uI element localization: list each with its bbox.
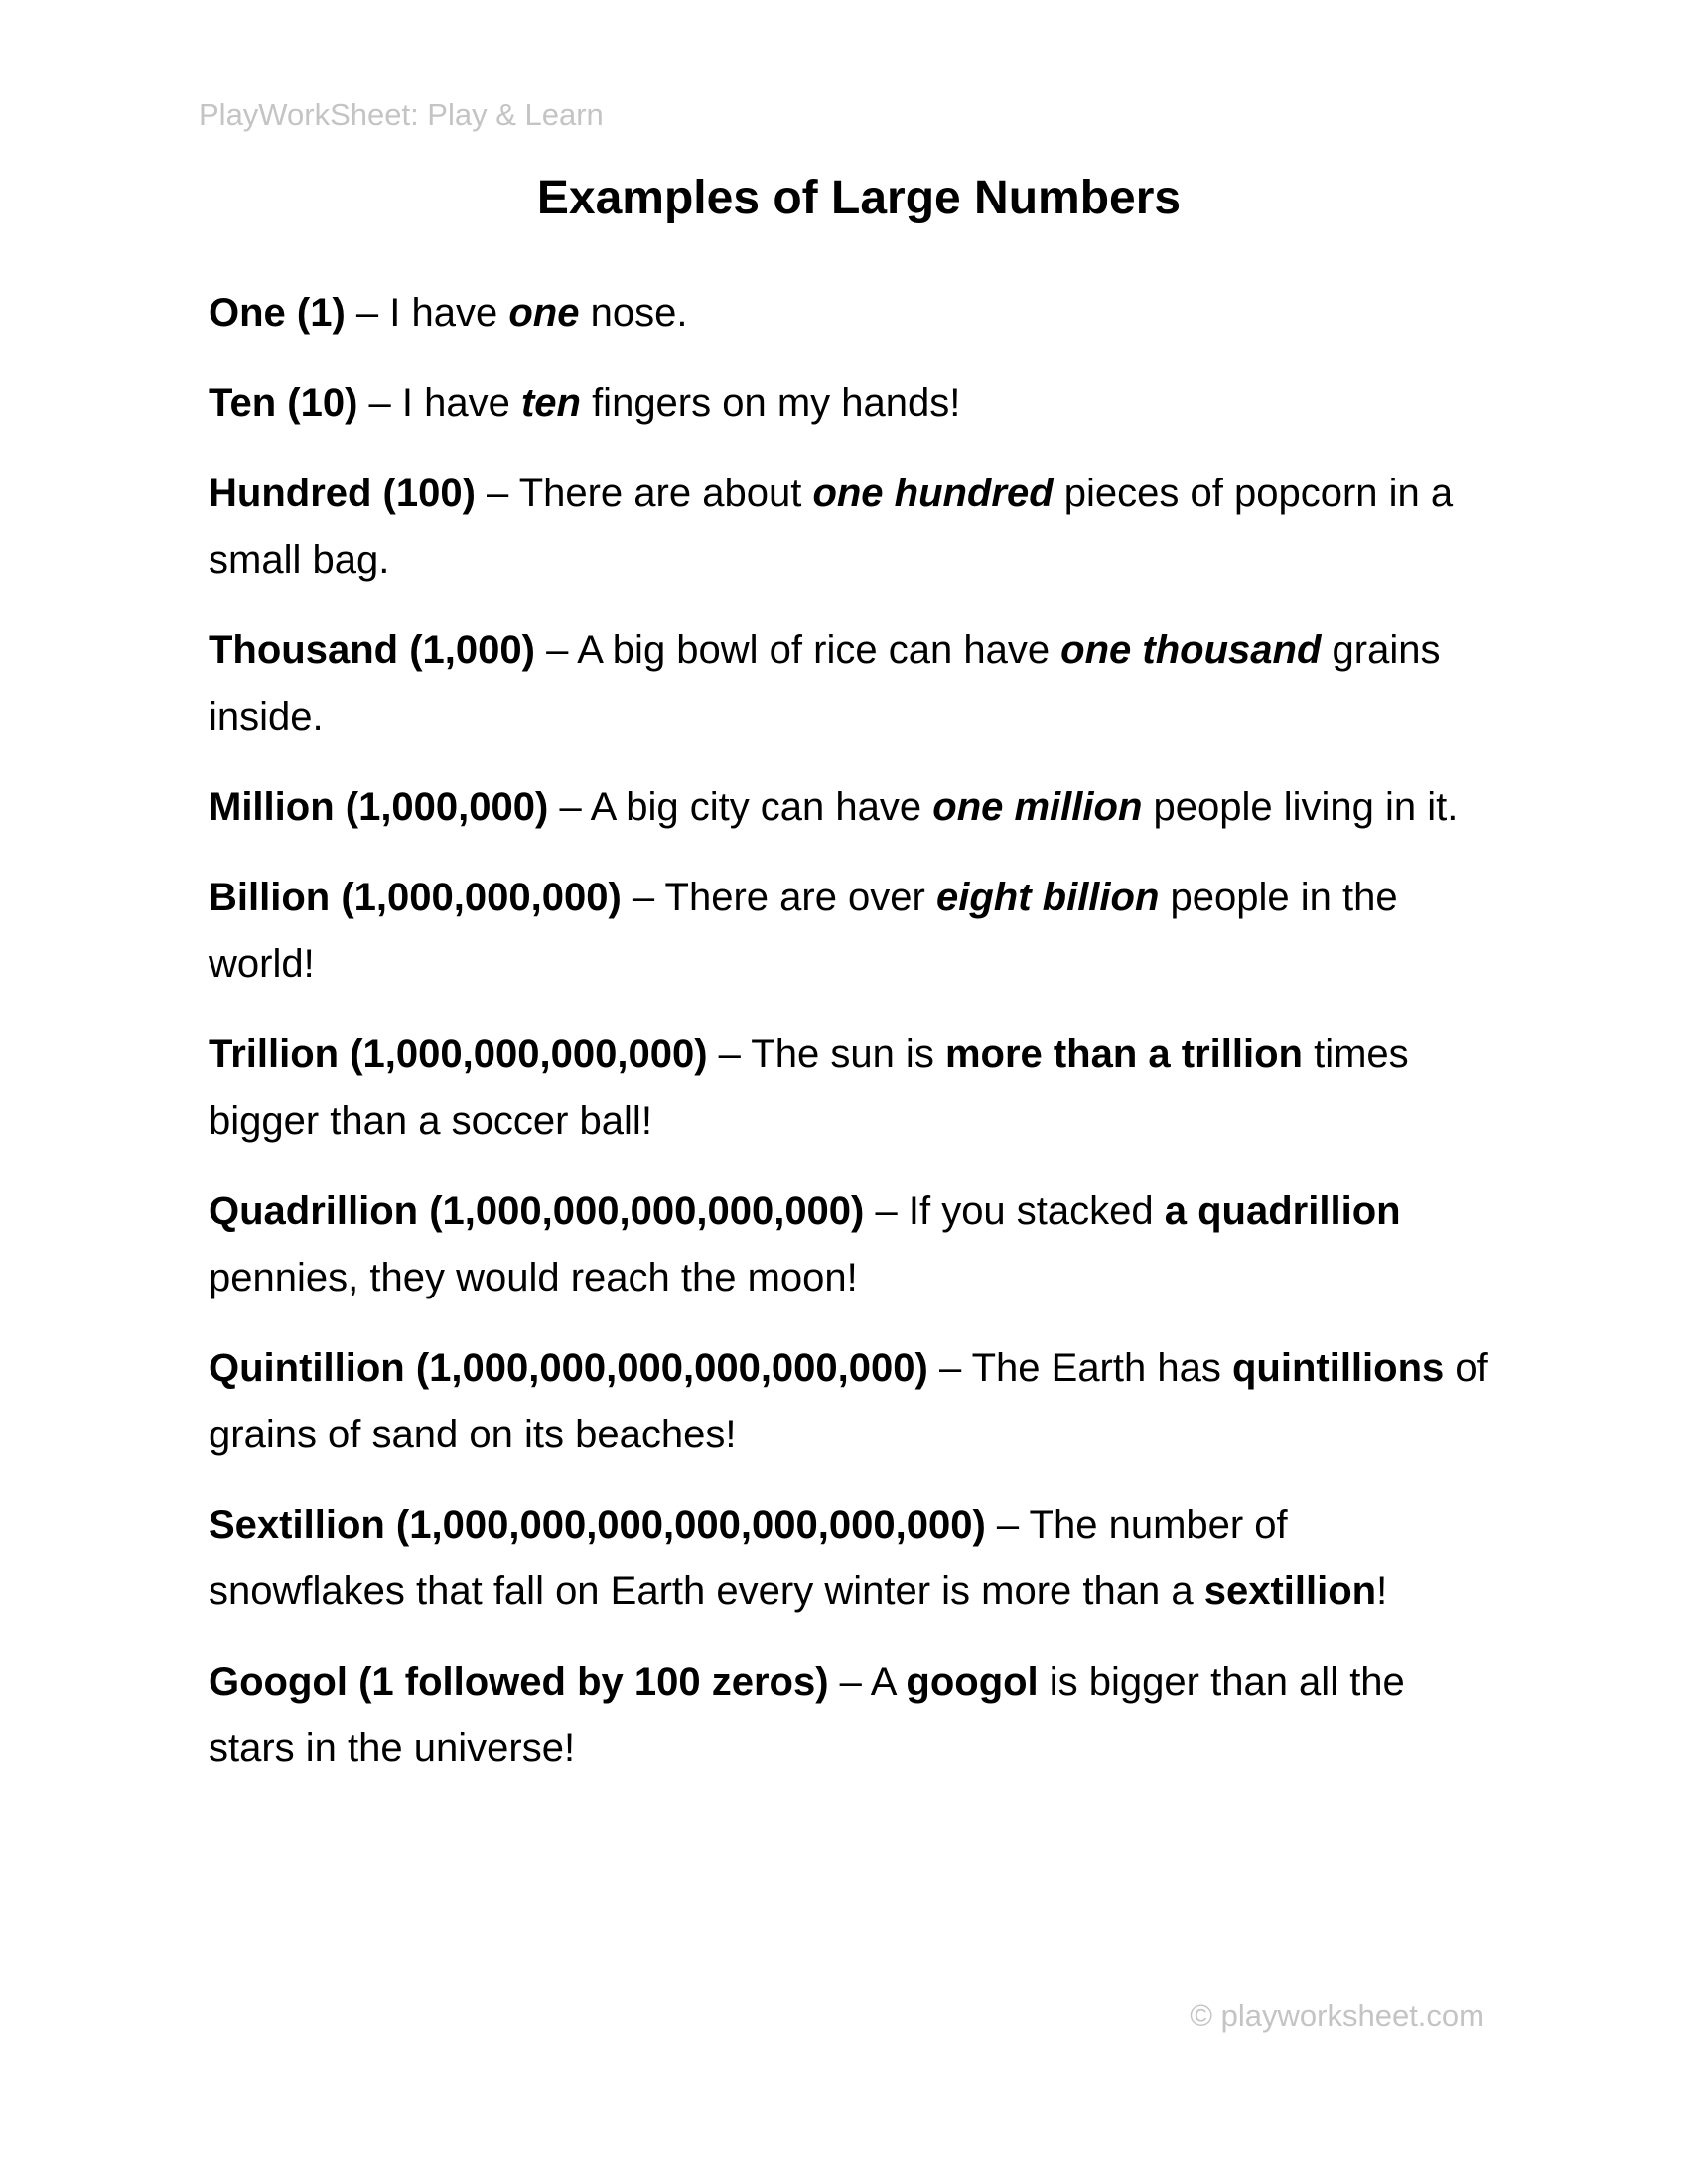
- number-example-item: [209, 1178, 1489, 1311]
- number-examples-list: [209, 280, 1489, 1806]
- number-example-item: [209, 461, 1489, 594]
- number-example-item: [209, 1335, 1489, 1468]
- example-text: – I have: [345, 291, 509, 335]
- emphasized-quantity: one hundred: [812, 472, 1054, 515]
- example-text: – There are over: [621, 876, 936, 919]
- example-text: pennies, they would reach the moon!: [209, 1256, 858, 1299]
- number-example-item: [209, 865, 1489, 998]
- example-text: – A big city can have: [548, 785, 933, 829]
- number-term: Googol (1 followed by 100 zeros): [209, 1660, 829, 1704]
- example-text: grains inside.: [209, 628, 1441, 739]
- example-text: fingers on my hands!: [580, 381, 961, 425]
- number-term: Hundred (100): [209, 472, 476, 515]
- number-term: Billion (1,000,000,000): [209, 876, 622, 919]
- number-term: Ten (10): [209, 381, 358, 425]
- number-term: Thousand (1,000): [209, 628, 535, 672]
- number-example-item: [209, 1022, 1489, 1155]
- number-term: Sextillion (1,000,000,000,000,000,000,000): [209, 1503, 986, 1547]
- example-text: is bigger than all the stars in the universe!: [209, 1660, 1405, 1770]
- example-text: – I have: [357, 381, 521, 425]
- number-example-item: [209, 1492, 1489, 1625]
- example-text: people in the world!: [209, 876, 1398, 986]
- example-text: – There are about: [475, 472, 813, 515]
- number-term: Quintillion (1,000,000,000,000,000,000): [209, 1346, 928, 1390]
- emphasized-quantity: one million: [932, 785, 1143, 829]
- example-text: – The Earth has: [927, 1346, 1232, 1390]
- example-text: of grains of sand on its beaches!: [209, 1346, 1488, 1456]
- example-text: pieces of popcorn in a small bag.: [209, 472, 1454, 582]
- emphasized-quantity: sextillion: [1203, 1570, 1377, 1613]
- emphasized-quantity: one thousand: [1060, 628, 1322, 672]
- example-text: – The number of snowflakes that fall on Earth every winter is more than a: [209, 1503, 1288, 1613]
- number-term: Trillion (1,000,000,000,000): [209, 1032, 708, 1076]
- site-tagline: PlayWorkSheet: Play & Learn: [199, 97, 604, 132]
- example-text: – A big bowl of rice can have: [534, 628, 1061, 672]
- number-example-item: [209, 370, 1489, 437]
- number-term: One (1): [209, 291, 346, 335]
- number-example-item: [209, 774, 1489, 841]
- example-text: people living in it.: [1142, 785, 1459, 829]
- copyright-notice: © playworksheet.com: [1190, 1998, 1484, 2033]
- number-term: Quadrillion (1,000,000,000,000,000): [209, 1189, 865, 1233]
- number-example-item: [209, 1649, 1489, 1782]
- emphasized-quantity: eight billion: [935, 876, 1160, 919]
- emphasized-quantity: one: [508, 291, 580, 335]
- emphasized-quantity: a quadrillion: [1164, 1189, 1401, 1233]
- number-term: Million (1,000,000): [209, 785, 549, 829]
- example-text: – A: [828, 1660, 907, 1704]
- example-text: – The sun is: [707, 1032, 945, 1076]
- example-text: !: [1376, 1570, 1388, 1613]
- emphasized-quantity: ten: [520, 381, 581, 425]
- example-text: nose.: [579, 291, 688, 335]
- emphasized-quantity: quintillions: [1231, 1346, 1445, 1390]
- example-text: times bigger than a soccer ball!: [209, 1032, 1409, 1143]
- number-example-item: [209, 280, 1489, 346]
- number-example-item: [209, 617, 1489, 751]
- example-text: – If you stacked: [864, 1189, 1165, 1233]
- page-title: Examples of Large Numbers: [536, 172, 1182, 224]
- emphasized-quantity: googol: [906, 1660, 1039, 1704]
- emphasized-quantity: more than a trillion: [944, 1032, 1303, 1076]
